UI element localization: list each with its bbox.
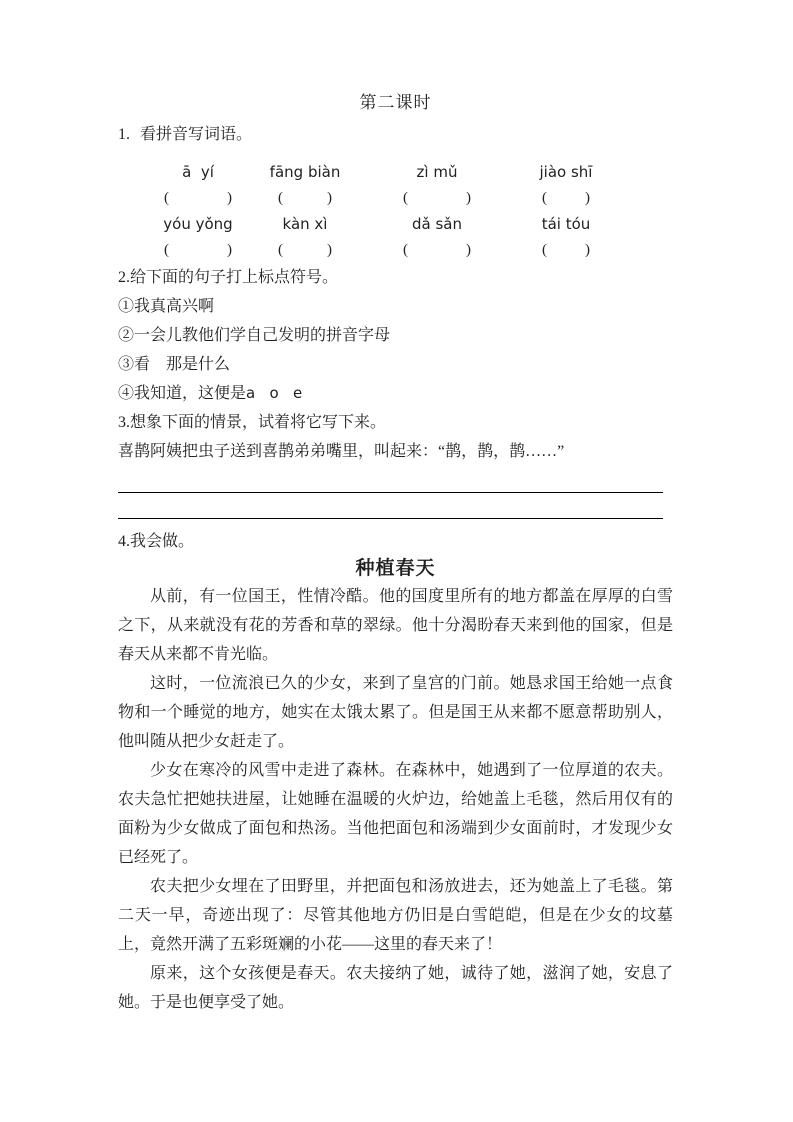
page-title: 第二课时 — [359, 93, 432, 112]
writing-line-2 — [118, 518, 663, 519]
answer-blank-row-2 — [118, 237, 673, 263]
question-4-heading: 4.我会做。 — [118, 533, 195, 550]
pinyin-word: jiào shī — [539, 163, 593, 181]
question-1-text: 看拼音写词语。 — [140, 126, 253, 143]
answer-blank — [164, 237, 232, 263]
question-1-section — [118, 120, 673, 263]
close-paren: ) — [227, 242, 232, 258]
question-2-section — [118, 263, 673, 408]
open-paren: ( — [403, 242, 408, 258]
close-paren: ) — [466, 242, 471, 258]
pinyin-word: dǎ sǎn — [412, 215, 462, 233]
close-paren: ) — [466, 190, 471, 206]
close-paren: ) — [585, 190, 590, 206]
close-paren: ) — [327, 190, 332, 206]
sentence-item-4-text: ④我知道，这便是 — [118, 385, 247, 402]
question-3-prompt: 喜鹊阿姨把虫子送到喜鹊弟弟嘴里，叫起来：“鹊，鹊，鹊……” — [118, 443, 565, 460]
open-paren: ( — [278, 242, 283, 258]
answer-blank — [403, 185, 471, 211]
answer-blank — [278, 185, 332, 211]
pinyin-word: fāng biàn — [269, 163, 341, 181]
pinyin-row-2 — [118, 211, 673, 237]
pinyin-word: tái tóu — [541, 215, 591, 233]
question-4-section — [118, 527, 673, 1017]
passage-paragraph: 从前，有一位国王，性情冷酷。他的国度里所有的地方都盖在厚厚的白雪之下，从来就没有花的芳香和草的翠绿。他十分渴盼春天来到他的国家，但是春天从来都不肯光临。 — [118, 588, 673, 663]
answer-blank — [542, 237, 590, 263]
answer-blank — [403, 237, 471, 263]
pinyin-letters: a o e — [246, 384, 303, 402]
question-2-heading: 2.给下面的句子打上标点符号。 — [118, 269, 339, 286]
answer-blank — [164, 185, 232, 211]
close-paren: ) — [227, 190, 232, 206]
open-paren: ( — [278, 190, 283, 206]
open-paren: ( — [164, 242, 169, 258]
pinyin-word: yóu yǒng — [163, 215, 233, 233]
open-paren: ( — [542, 242, 547, 258]
pinyin-word: ā yí — [182, 163, 214, 181]
open-paren: ( — [542, 190, 547, 206]
answer-blank-row-1 — [118, 185, 673, 211]
question-1-number: 1. — [118, 126, 130, 143]
passage-paragraph: 农夫把少女埋在了田野里，并把面包和汤放进去，还为她盖上了毛毯。第二天一早，奇迹出现了：尽管其他地方仍旧是白雪皑皑，但是在少女的坟墓上，竟然开满了五彩斑斓的小花——这里的春天来了！ — [118, 878, 673, 953]
passage-paragraph: 原来，这个女孩便是春天。农夫接纳了她，诚待了她，滋润了她，安息了她。于是也便享受了她。 — [118, 965, 673, 1011]
open-paren: ( — [164, 190, 169, 206]
question-1-heading — [118, 120, 673, 149]
pinyin-row-1 — [118, 159, 673, 185]
pinyin-word: zì mǔ — [416, 163, 458, 181]
close-paren: ) — [585, 242, 590, 258]
pinyin-exercise — [118, 159, 673, 263]
close-paren: ) — [327, 242, 332, 258]
sentence-item-2: ②一会儿教他们学自己发明的拼音字母 — [118, 327, 391, 344]
question-3-section — [118, 408, 673, 519]
sentence-item-3: ③看 那是什么 — [118, 356, 231, 373]
open-paren: ( — [403, 190, 408, 206]
question-3-heading: 3.想象下面的情景，试着将它写下来。 — [118, 414, 387, 431]
passage-title: 种植春天 — [355, 558, 436, 579]
answer-blank — [278, 237, 332, 263]
answer-blank — [542, 185, 590, 211]
pinyin-word: kàn xì — [282, 215, 328, 233]
sentence-item-1: ①我真高兴啊 — [118, 298, 215, 315]
writing-line-1 — [118, 492, 663, 493]
passage-paragraph: 这时，一位流浪已久的少女，来到了皇宫的门前。她恳求国王给她一点食物和一个睡觉的地方，她实在太饿太累了。但是国王从来都不愿意帮助别人，他叫随从把少女赶走了。 — [118, 675, 673, 750]
sentence-item-4 — [118, 379, 673, 408]
reading-passage — [118, 582, 673, 1017]
passage-paragraph: 少女在寒冷的风雪中走进了森林。在森林中，她遇到了一位厚道的农夫。农夫急忙把她扶进屋，让她睡在温暖的火炉边，给她盖上毛毯，然后用仅有的面粉为少女做成了面包和热汤。当他把面包和汤端到少女面前时，才发现少女已经死了。 — [118, 762, 673, 866]
